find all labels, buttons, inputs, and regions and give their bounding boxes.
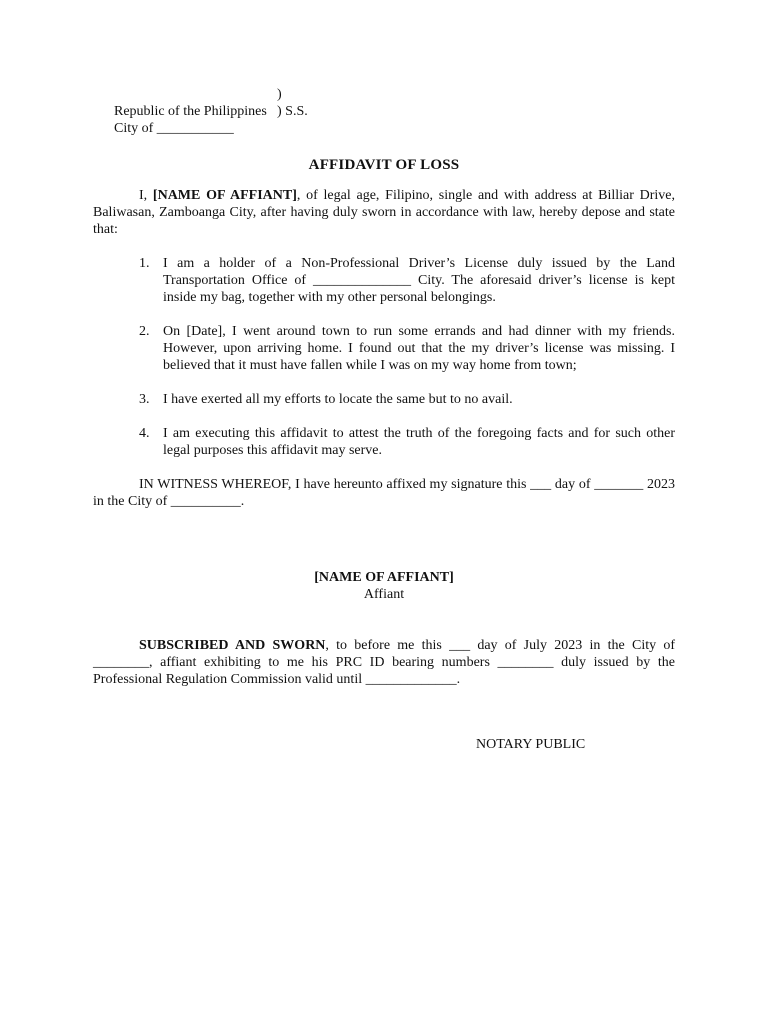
jurat-text: , to before me this ___ day of July 2023 in the City of ________, affiant exhibiting to me his PRC ID bearing numbers ________ duly issued by the Professional Regulation Commission valid until _____________. bbox=[93, 638, 675, 687]
item-text: On [Date], I went around town to run some errands and had dinner with my friends. However, upon arriving home. I found out that the my driver’s license was missing. I believed that it must have fallen while I was on my way home from town; bbox=[163, 324, 675, 373]
venue-ss: ) S.S. bbox=[277, 104, 308, 119]
venue-caption bbox=[93, 86, 675, 136]
signature-role: Affiant bbox=[363, 587, 405, 602]
venue-republic: Republic of the Philippines bbox=[114, 104, 267, 119]
signature-name: [NAME OF AFFIANT] bbox=[314, 570, 454, 585]
list-item bbox=[93, 425, 675, 459]
affidavit-document bbox=[93, 86, 675, 753]
intro-affiant-name: [NAME OF AFFIANT] bbox=[152, 188, 297, 203]
statement-list bbox=[93, 255, 675, 459]
intro-paragraph bbox=[93, 187, 675, 238]
jurat-paragraph bbox=[93, 637, 675, 688]
venue-bracket: ) bbox=[277, 87, 282, 102]
list-item bbox=[93, 391, 675, 408]
notary-public-label: NOTARY PUBLIC bbox=[476, 737, 586, 752]
item-text: I am a holder of a Non-Professional Driver’s License duly issued by the Land Transportation Office of ______________ City. The aforesaid driver’s license is kept inside my bag, together with my other personal belongings. bbox=[163, 256, 675, 305]
item-text: I am executing this affidavit to attest the truth of the foregoing facts and for such other legal purposes this affidavit may serve. bbox=[163, 426, 675, 458]
item-number: 4. bbox=[139, 426, 150, 441]
intro-text: , of legal age, Filipino, single and with address at Billiar Drive, Baliwasan, Zamboanga City, after having duly sworn in accordance with law, hereby depose and state that: bbox=[93, 188, 676, 237]
item-number: 3. bbox=[139, 392, 150, 407]
document-title: AFFIDAVIT OF LOSS bbox=[308, 157, 460, 173]
item-number: 2. bbox=[139, 324, 150, 339]
venue-line-2 bbox=[93, 103, 675, 136]
list-item bbox=[93, 255, 675, 306]
witness-paragraph: IN WITNESS WHEREOF, I have hereunto affixed my signature this ___ day of _______ 2023 in the City of __________. bbox=[93, 477, 675, 509]
venue-city: City of ___________ bbox=[114, 121, 234, 136]
signature-block bbox=[93, 569, 675, 603]
intro-prefix: I, bbox=[139, 188, 153, 203]
item-text: I have exerted all my efforts to locate the same but to no avail. bbox=[163, 392, 513, 407]
list-item bbox=[93, 323, 675, 374]
item-number: 1. bbox=[139, 256, 150, 271]
jurat-lead: SUBSCRIBED AND SWORN bbox=[139, 638, 326, 653]
